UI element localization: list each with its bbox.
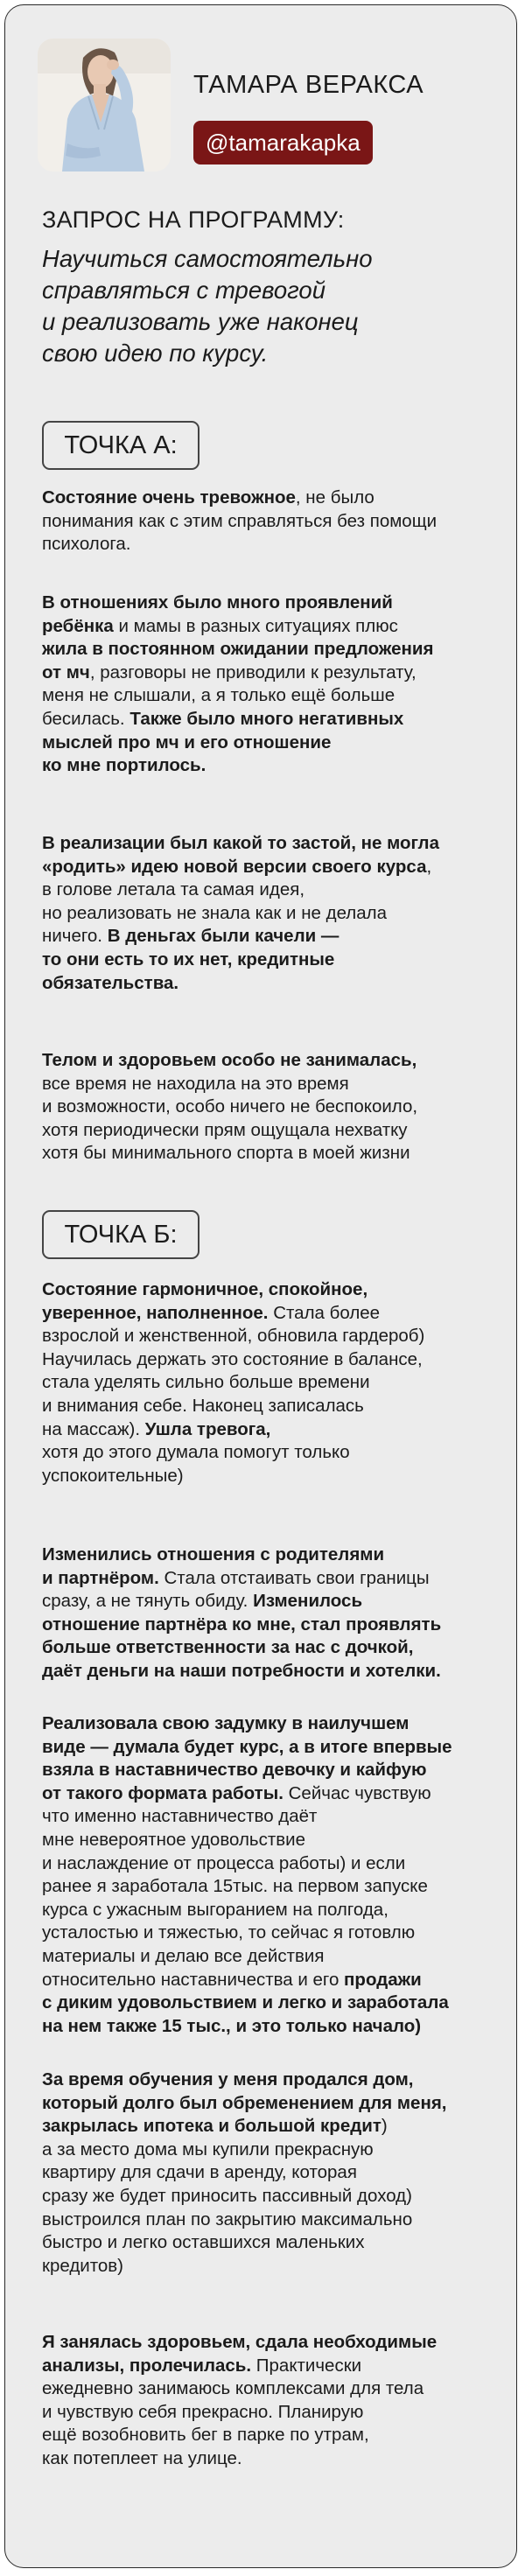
bold-text-run: Состояние гармоничное, спокойное, xyxy=(42,1279,368,1299)
text-run: все время не находила на это время xyxy=(42,1073,349,1094)
point-b-paragraph xyxy=(42,2068,497,2278)
paragraph-line xyxy=(42,1049,497,1073)
paragraph-line xyxy=(42,948,497,972)
text-run: ещё возобновить бег в парке по утрам, xyxy=(42,2425,369,2446)
text-run: Стала более xyxy=(273,1302,381,1323)
point-a-paragraph xyxy=(42,832,497,995)
text-run: а за место дома мы купили прекрасную xyxy=(42,2138,374,2160)
point-b-paragraph xyxy=(42,1712,497,2038)
paragraph-line xyxy=(42,1992,497,2015)
text-run: Стала отстаивать свои границы xyxy=(164,1567,430,1588)
paragraph-line xyxy=(42,1805,497,1829)
bold-text-run: Ушла тревога, xyxy=(144,1418,271,1439)
point-b-paragraph xyxy=(42,1544,497,1684)
text-run: меня не слышали, а я только ещё больше xyxy=(42,685,396,706)
paragraph-line xyxy=(42,662,497,685)
text-run: и наслаждение от процесса работы) и если xyxy=(42,1852,406,1873)
request-line: свою идею по курсу. xyxy=(42,340,269,367)
paragraph-line xyxy=(42,1325,497,1348)
paragraph-line xyxy=(42,1073,497,1096)
paragraph-line xyxy=(42,925,497,948)
paragraph-line xyxy=(42,1736,497,1760)
text-run: быстро и легко оставшихся маленьких xyxy=(42,2232,365,2253)
text-run: Практически xyxy=(256,2355,362,2376)
text-run: кредитов) xyxy=(42,2255,124,2276)
point-b-heading: ТОЧКА Б: xyxy=(42,1210,200,1259)
text-run: хотя периодически прям ощущала нехватку xyxy=(42,1119,408,1140)
bold-text-run: виде — думала будет курс, а в итоге впервые xyxy=(42,1736,452,1757)
text-run: как потеплеет на улице. xyxy=(42,2447,242,2468)
paragraph-line xyxy=(42,856,497,879)
bold-text-run: отношение партнёра ко мне, стал проявлять xyxy=(42,1614,442,1634)
text-run: сразу, а не тянуть обиду. xyxy=(42,1591,254,1612)
paragraph-line xyxy=(42,1712,497,1736)
text-run: на массаж). xyxy=(42,1418,145,1439)
paragraph-line xyxy=(42,2208,497,2232)
paragraph-line xyxy=(42,2161,497,2185)
text-run: ничего. xyxy=(42,926,108,947)
paragraph-line xyxy=(42,2424,497,2447)
point-a-paragraph xyxy=(42,1049,497,1166)
paragraph-line xyxy=(42,1759,497,1782)
text-run: в голове летала та самая идея, xyxy=(42,879,305,900)
text-run: относительно наставничества и его xyxy=(42,1969,345,1990)
text-run: психолога. xyxy=(42,534,131,555)
text-run: ранее я заработала 15тыс. на первом запуске xyxy=(42,1876,428,1897)
paragraph-line xyxy=(42,1544,497,1567)
paragraph-line xyxy=(42,510,497,534)
point-b-paragraph xyxy=(42,1278,497,1488)
text-run: усталостью и тяжестью, то сейчас я готовлю xyxy=(42,1922,416,1943)
text-run: успокоительные) xyxy=(42,1465,184,1486)
avatar-photo xyxy=(38,38,171,172)
paragraph-line xyxy=(42,1829,497,1852)
paragraph-line xyxy=(42,2355,497,2378)
point-a-paragraph xyxy=(42,592,497,778)
bold-text-run: Изменились отношения с родителями xyxy=(42,1544,385,1564)
bold-text-run: закрылась ипотека и большой кредит xyxy=(42,2116,382,2137)
paragraph-line xyxy=(42,1969,497,1992)
paragraph-line xyxy=(42,1142,497,1166)
text-run: ежедневно занимаюсь комплексами для тела xyxy=(42,2378,424,2399)
bold-text-run: с диким удовольствием и легко и заработала xyxy=(42,1992,449,2013)
bold-text-run: обязательства. xyxy=(42,972,179,993)
text-run: и возможности, особо ничего не беспокоило, xyxy=(42,1096,418,1117)
paragraph-line xyxy=(42,1371,497,1395)
paragraph-line xyxy=(42,1660,497,1684)
request-label: ЗАПРОС НА ПРОГРАММУ: xyxy=(42,206,345,233)
text-run: мне невероятное удовольствие xyxy=(42,1829,305,1850)
text-run: и внимания себе. Наконец записалась xyxy=(42,1395,364,1416)
paragraph-line xyxy=(42,1922,497,1945)
paragraph-line xyxy=(42,1395,497,1418)
paragraph-line xyxy=(42,2231,497,2255)
bold-text-run: жила в постоянном ожидании предложения xyxy=(42,639,434,660)
paragraph-line xyxy=(42,2255,497,2278)
request-line: Научиться самостоятельно xyxy=(42,245,373,272)
paragraph-line xyxy=(42,1465,497,1488)
text-run: хотя бы минимального спорта в моей жизни xyxy=(42,1143,410,1164)
bold-text-run: За время обучения у меня продался дом, xyxy=(42,2069,414,2090)
paragraph-line xyxy=(42,754,497,778)
text-run: , xyxy=(426,856,432,877)
paragraph-line xyxy=(42,878,497,902)
paragraph-line xyxy=(42,1567,497,1591)
paragraph-line xyxy=(42,2068,497,2092)
request-text xyxy=(42,243,480,369)
text-run: квартиру для сдачи в аренду, которая xyxy=(42,2162,357,2183)
paragraph-line xyxy=(42,1348,497,1372)
point-a-paragraph xyxy=(42,486,497,556)
paragraph-line xyxy=(42,1875,497,1899)
paragraph-line xyxy=(42,2331,497,2355)
paragraph-line xyxy=(42,1278,497,1302)
paragraph-line xyxy=(42,2401,497,2425)
bold-text-run: от такого формата работы. xyxy=(42,1782,289,1803)
text-run: курса с ужасным выгоранием на полгода, xyxy=(42,1899,388,1920)
bold-text-run: Изменилось xyxy=(253,1591,363,1612)
paragraph-line xyxy=(42,2185,497,2208)
point-b-paragraph xyxy=(42,2331,497,2471)
paragraph-line xyxy=(42,1302,497,1326)
bold-text-run: уверенное, наполненное. xyxy=(42,1302,274,1323)
paragraph-line xyxy=(42,2377,497,2401)
text-run: что именно наставничество даёт xyxy=(42,1806,318,1827)
paragraph-line xyxy=(42,533,497,556)
bold-text-run: ко мне портилось. xyxy=(42,755,206,776)
bold-text-run: и партнёром. xyxy=(42,1567,164,1588)
bold-text-run: «родить» идею новой версии своего курса xyxy=(42,856,427,877)
paragraph-line xyxy=(42,902,497,926)
text-run: , разговоры не приводили к результату, xyxy=(89,662,416,682)
bold-text-run: Реализовала свою задумку в наилучшем xyxy=(42,1713,410,1733)
text-run: и мамы в разных ситуациях плюс xyxy=(113,615,398,636)
paragraph-line xyxy=(42,832,497,856)
paragraph-line xyxy=(42,708,497,732)
text-run: бесилась. xyxy=(42,708,130,729)
text-run: ) xyxy=(381,2116,388,2137)
bold-text-run: В деньгах были качели — xyxy=(107,926,340,947)
paragraph-line xyxy=(42,1096,497,1119)
paragraph-line xyxy=(42,1590,497,1614)
text-run: понимания как с этим справляться без помощи xyxy=(42,510,438,531)
request-line: справляться с тревогой xyxy=(42,276,326,304)
paragraph-line xyxy=(42,1441,497,1465)
text-run: выстроился план по закрытию максимально xyxy=(42,2208,413,2230)
text-run: материалы и делаю все действия xyxy=(42,1945,325,1966)
bold-text-run: В реализации был какой то застой, не могла xyxy=(42,833,439,853)
text-run: сразу же будет приносить пассивный доход) xyxy=(42,2185,412,2206)
testimonial-card xyxy=(4,4,517,2568)
text-run: и чувствую себя прекрасно. Планирую xyxy=(42,2401,364,2422)
paragraph-line xyxy=(42,1119,497,1143)
bold-text-run: взяла в наставничество девочку и кайфую xyxy=(42,1760,427,1781)
bold-text-run: от мч xyxy=(42,662,90,682)
text-run: но реализовать не знала как и не делала xyxy=(42,902,388,923)
paragraph-line xyxy=(42,2447,497,2471)
point-a-heading: ТОЧКА А: xyxy=(42,421,200,470)
text-run: Научилась держать это состояние в балансе, xyxy=(42,1348,423,1369)
bold-text-run: на нем также 15 тыс., и это только начало) xyxy=(42,2015,422,2036)
bold-text-run: анализы, пролечилась. xyxy=(42,2355,256,2376)
paragraph-line xyxy=(42,2138,497,2162)
text-run: Сейчас чувствую xyxy=(288,1782,431,1803)
paragraph-line xyxy=(42,1782,497,1806)
paragraph-line xyxy=(42,2092,497,2116)
paragraph-line xyxy=(42,732,497,755)
paragraph-line xyxy=(42,1852,497,1876)
profile-handle-badge[interactable]: @tamarakapka xyxy=(193,121,373,164)
paragraph-line xyxy=(42,684,497,708)
paragraph-line xyxy=(42,486,497,510)
bold-text-run: В отношениях было много проявлений xyxy=(42,592,393,612)
paragraph-line xyxy=(42,1899,497,1922)
bold-text-run: то они есть то их нет, кредитные xyxy=(42,948,335,970)
profile-name: ТАМАРА ВЕРАКСА xyxy=(193,71,424,99)
bold-text-run: мыслей про мч и его отношение xyxy=(42,732,332,752)
paragraph-line xyxy=(42,1636,497,1660)
request-line: и реализовать уже наконец xyxy=(42,308,359,335)
paragraph-line xyxy=(42,615,497,639)
bold-text-run: Состояние очень тревожное xyxy=(42,487,296,508)
bold-text-run: который долго был обременением для меня, xyxy=(42,2092,447,2113)
paragraph-line xyxy=(42,592,497,615)
bold-text-run: продажи xyxy=(344,1969,422,1990)
paragraph-line xyxy=(42,2115,497,2138)
bold-text-run: больше ответственности за нас с дочкой, xyxy=(42,1637,414,1658)
text-run: стала уделять сильно больше времени xyxy=(42,1372,370,1393)
paragraph-line xyxy=(42,972,497,996)
text-run: , не было xyxy=(295,487,374,508)
text-run: хотя до этого думала помогут только xyxy=(42,1442,350,1463)
bold-text-run: Я занялась здоровьем, сдала необходимые xyxy=(42,2332,438,2352)
paragraph-line xyxy=(42,2015,497,2039)
bold-text-run: Телом и здоровьем особо не занималась, xyxy=(42,1050,417,1070)
paragraph-line xyxy=(42,1945,497,1969)
avatar xyxy=(38,38,171,172)
paragraph-line xyxy=(42,1614,497,1637)
paragraph-line xyxy=(42,638,497,662)
bold-text-run: Также было много негативных xyxy=(130,708,404,729)
paragraph-line xyxy=(42,1418,497,1442)
bold-text-run: ребёнка xyxy=(42,615,114,636)
bold-text-run: даёт деньги на наши потребности и хотелки. xyxy=(42,1660,441,1681)
text-run: взрослой и женственной, обновила гардероб) xyxy=(42,1326,425,1347)
